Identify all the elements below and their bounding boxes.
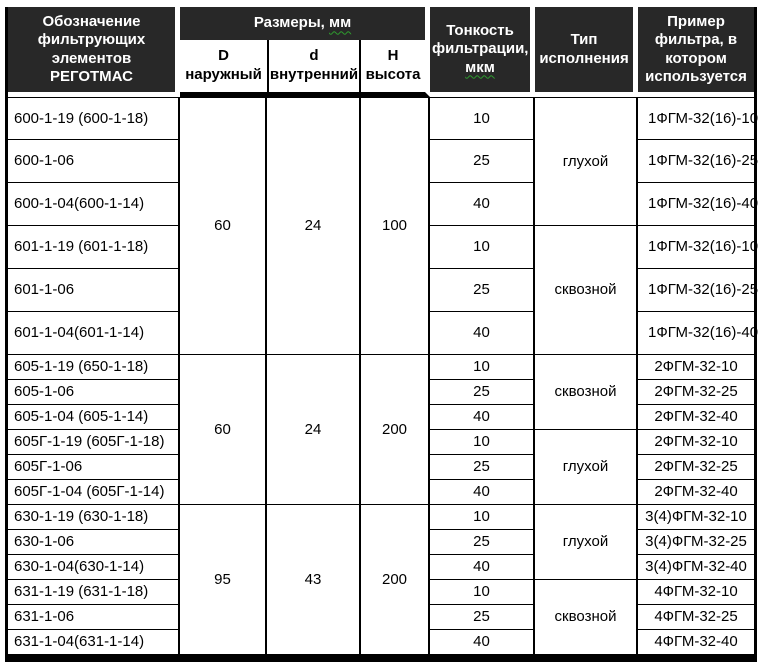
designation-cell: 600-1-04(600-1-14)	[8, 183, 180, 226]
fineness-cell: 25	[430, 530, 535, 555]
designation-cell: 605Г-1-04 (605Г-1-14)	[8, 480, 180, 505]
designation-cell: 601-1-06	[8, 269, 180, 312]
example-cell: 4ФГМ-32-10	[638, 580, 754, 605]
outer-diameter-label: наружный	[185, 66, 262, 83]
fineness-cell: 40	[430, 555, 535, 580]
example-cell: 2ФГМ-32-10	[638, 430, 754, 455]
example-cell: 1ФГМ-32(16)-10	[638, 226, 754, 269]
fineness-cell: 25	[430, 140, 535, 183]
type-header: Тип исполнения	[535, 7, 638, 97]
designation-cell: 630-1-19 (630-1-18)	[8, 505, 180, 530]
designation-cell: 605-1-04 (605-1-14)	[8, 405, 180, 430]
height-symbol: H	[387, 47, 399, 65]
fineness-label: Тонкость фильтрации,	[432, 22, 529, 58]
filter-elements-table	[5, 7, 757, 662]
fineness-header	[430, 7, 535, 97]
example-header: Пример фильтра, в котором используется	[638, 7, 754, 97]
example-cell: 4ФГМ-32-25	[638, 605, 754, 630]
inner-diameter-symbol: d	[309, 47, 319, 65]
fineness-cell: 10	[430, 580, 535, 605]
fineness-cell: 40	[430, 630, 535, 655]
outer-diameter-symbol: D	[218, 47, 229, 65]
example-cell: 3(4)ФГМ-32-40	[638, 555, 754, 580]
fineness-cell: 25	[430, 605, 535, 630]
fineness-cell: 40	[430, 480, 535, 505]
outer-dim-cell: 60	[180, 355, 267, 505]
fineness-cell: 10	[430, 355, 535, 380]
fineness-cell: 10	[430, 505, 535, 530]
inner-dim-cell: 24	[267, 355, 361, 505]
designation-cell: 631-1-06	[8, 605, 180, 630]
example-cell: 2ФГМ-32-40	[638, 405, 754, 430]
designation-cell: 631-1-19 (631-1-18)	[8, 580, 180, 605]
outer-dim-cell: 60	[180, 97, 267, 355]
designation-header: Обозначение фильтрующих элементов РЕГОТМАС	[8, 7, 180, 97]
example-cell: 1ФГМ-32(16)-25	[638, 269, 754, 312]
fineness-cell: 40	[430, 405, 535, 430]
designation-cell: 600-1-19 (600-1-18)	[8, 97, 180, 140]
fineness-cell: 10	[430, 430, 535, 455]
height-dim-cell: 200	[361, 355, 430, 505]
example-cell: 2ФГМ-32-25	[638, 455, 754, 480]
type-cell: глухой	[535, 505, 638, 580]
example-cell: 2ФГМ-32-25	[638, 380, 754, 405]
example-cell: 4ФГМ-32-40	[638, 630, 754, 655]
designation-cell: 601-1-04(601-1-14)	[8, 312, 180, 355]
type-cell: сквозной	[535, 226, 638, 355]
height-label: высота	[365, 66, 421, 83]
designation-cell: 630-1-04(630-1-14)	[8, 555, 180, 580]
designation-cell: 605-1-19 (650-1-18)	[8, 355, 180, 380]
type-cell: глухой	[535, 97, 638, 226]
example-cell: 2ФГМ-32-10	[638, 355, 754, 380]
designation-cell: 601-1-19 (601-1-18)	[8, 226, 180, 269]
example-cell: 3(4)ФГМ-32-25	[638, 530, 754, 555]
designation-cell: 600-1-06	[8, 140, 180, 183]
fineness-cell: 25	[430, 380, 535, 405]
designation-cell: 605-1-06	[8, 380, 180, 405]
type-cell: глухой	[535, 430, 638, 505]
inner-diameter-label: внутренний	[269, 66, 359, 83]
example-cell: 2ФГМ-32-40	[638, 480, 754, 505]
example-cell: 1ФГМ-32(16)-25	[638, 140, 754, 183]
fineness-cell: 10	[430, 97, 535, 140]
fineness-cell: 25	[430, 269, 535, 312]
designation-cell: 605Г-1-06	[8, 455, 180, 480]
type-cell: сквозной	[535, 580, 638, 655]
example-cell: 3(4)ФГМ-32-10	[638, 505, 754, 530]
example-cell: 1ФГМ-32(16)-40	[638, 312, 754, 355]
type-cell: сквозной	[535, 355, 638, 430]
fineness-cell: 40	[430, 312, 535, 355]
dimensions-group-header	[180, 7, 430, 40]
designation-cell: 605Г-1-19 (605Г-1-18)	[8, 430, 180, 455]
outer-diameter-header	[180, 40, 267, 97]
height-dim-cell: 200	[361, 505, 430, 655]
inner-dim-cell: 43	[267, 505, 361, 655]
fineness-cell: 40	[430, 183, 535, 226]
height-dim-cell: 100	[361, 97, 430, 355]
inner-diameter-header	[267, 40, 361, 97]
outer-dim-cell: 95	[180, 505, 267, 655]
designation-cell: 631-1-04(631-1-14)	[8, 630, 180, 655]
height-header	[361, 40, 430, 97]
fineness-unit-label: мкм	[465, 58, 495, 76]
dimensions-unit-label: мм	[328, 14, 352, 32]
inner-dim-cell: 24	[267, 97, 361, 355]
dimensions-label: Размеры,	[253, 14, 329, 32]
example-cell: 1ФГМ-32(16)-40	[638, 183, 754, 226]
fineness-cell: 10	[430, 226, 535, 269]
fineness-cell: 25	[430, 455, 535, 480]
designation-cell: 630-1-06	[8, 530, 180, 555]
example-cell: 1ФГМ-32(16)-10	[638, 97, 754, 140]
